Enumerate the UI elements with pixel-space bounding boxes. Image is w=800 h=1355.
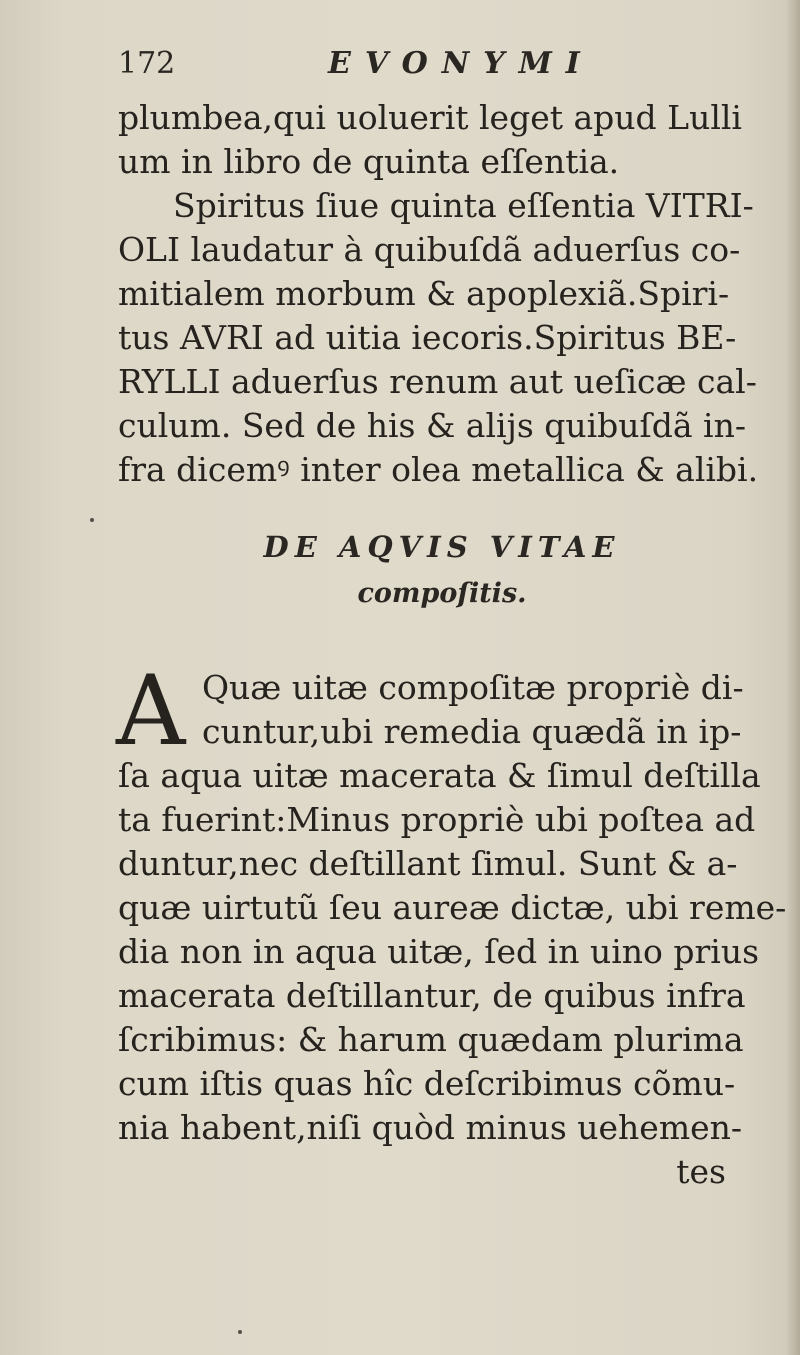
ink-speck [238,1330,242,1334]
page-header [118,42,758,88]
text-line: cuntur,ubi remedia quædã in ip- [202,712,742,751]
text-line: Quæ uitæ compoſitæ propriè di- [202,668,744,707]
text-line: macerata deſtillantur, de quibus infra [118,976,746,1015]
section-title: DE AQVIS VITAE [263,530,621,564]
text-line: quæ uirtutũ ſeu aureæ dictæ, ubi reme- [118,888,787,927]
text-line: ſa aqua uitæ macerata & ſimul deſtilla [118,756,761,795]
text-line: ſcribimus: & harum quædam plurima [118,1020,744,1059]
text-line: RYLLI aduerſus renum aut ueſicæ cal- [118,362,757,401]
text-line: duntur,nec deſtillant ſimul. Sunt & a- [118,844,738,883]
text-line: um in libro de quinta eſſentia. [118,142,620,181]
paragraph-spiritus [118,96,766,492]
text-line: OLI laudatur à quibuſdã aduerſus co- [118,230,741,269]
text-line: tus AVRI ad uitia iecoris.Spiritus BE- [118,318,737,357]
paragraph-aquae [116,655,787,1194]
text-line: dia non in aqua uitæ, ſed in uino prius [118,932,760,971]
section-subtitle: compoſitis. [357,578,527,609]
text-line: plumbea,qui uoluerit leget apud Lulli [118,98,742,137]
text-line: nia habent,niſi quòd minus uehemen- [118,1108,743,1147]
page-number: 172 [118,46,176,81]
catchword: tes [676,1152,726,1191]
text-line: mitialem morbum & apoplexiã.Spiri- [118,274,730,313]
ink-speck [90,518,94,522]
running-head: EVONYMI [328,46,594,81]
text-line: Spiritus ſiue quinta eſſentia VITRI- [173,186,754,225]
drop-cap: A [116,655,186,767]
text-line: ta fuerint:Minus propriè ubi poſtea ad [118,800,756,839]
section-heading [118,530,766,609]
text-line: fra dicemꝰ inter olea metallica & alibi. [118,450,759,489]
text-line: cum iſtis quas hîc deſcribimus cõmu- [118,1064,736,1103]
text-line: culum. Sed de his & alijs quibuſdã in- [118,406,747,445]
